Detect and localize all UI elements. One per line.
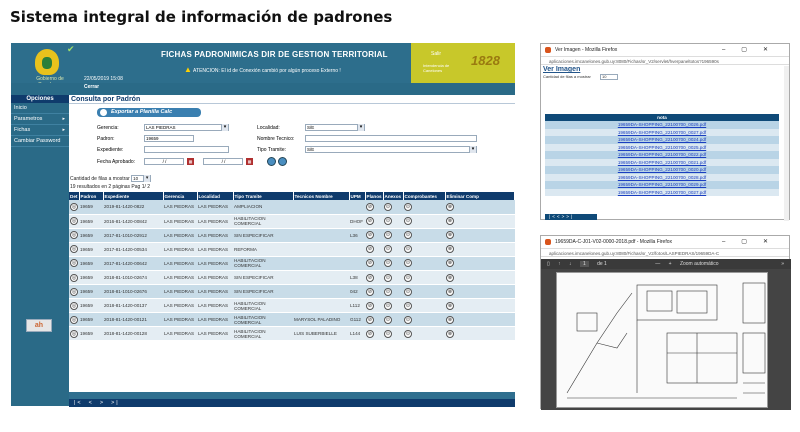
warning-text: ATENCION: El id de Conexión cambió por algún proceso Externo ! (193, 68, 341, 74)
header-title: FICHAS PADRONIMICAS DIR DE GESTION TERRITORIAL (161, 50, 388, 59)
detail-icon[interactable]: ◎ (69, 313, 79, 327)
session-date: 22/05/2019 15:08 (84, 76, 123, 82)
table-cell: MARYSOL PALADINO (293, 313, 349, 327)
cerrar-bar (11, 83, 515, 95)
up-arrow-icon[interactable]: ↑ (558, 261, 561, 267)
planos-icon[interactable]: ⊘ (365, 313, 383, 327)
intendencia-text: Intendencia de Canelones (423, 63, 450, 73)
sidebar-item-label: Fichas (14, 127, 31, 133)
content-panel (69, 95, 515, 406)
sidebar-item-label: Inicio (14, 105, 27, 111)
page-title: Sistema integral de información de padrones (10, 8, 393, 26)
table-row (69, 270, 515, 284)
zoom-in-icon[interactable]: + (668, 261, 672, 267)
col-header: Tecnicos Nombre (293, 192, 349, 200)
comprobantes-icon[interactable]: ⊙ (403, 299, 445, 313)
table-cell: 19659 (79, 327, 103, 341)
sidebar-header: Opciones (11, 95, 69, 103)
fecha-hasta-input[interactable]: / / (203, 158, 243, 165)
app-header (11, 43, 515, 95)
detail-icon[interactable]: ◎ (69, 285, 79, 299)
comprobantes-icon[interactable]: ⊙ (403, 313, 445, 327)
window-controls[interactable]: –▢✕ (721, 47, 784, 53)
file-link[interactable]: 19659DA-SHOPPING_22100700_0021.pdf (545, 159, 779, 167)
logo-text: Gobierno de (36, 76, 64, 82)
table-cell: 19659 (79, 228, 103, 242)
table-cell (349, 242, 365, 256)
results-summary: 19 resultados en 2 páginas Pag 1/ 2 (70, 184, 151, 190)
planos-icon[interactable]: ⊘ (365, 200, 383, 214)
pdf-page-drawing (556, 272, 768, 408)
eliminar-icon[interactable]: ⊗ (445, 228, 515, 242)
rows-label: Cantidad de filas a mostrar (70, 176, 130, 182)
window-titlebar (541, 44, 789, 56)
table-cell: HABILITACION COMERCIAL (233, 256, 293, 270)
col-header: Padron (79, 192, 103, 200)
eliminar-icon[interactable]: ⊗ (445, 214, 515, 228)
sidebar-toggle-icon[interactable]: ▯ (547, 261, 550, 267)
col-header: nota (545, 114, 779, 121)
calendar-icon[interactable]: ▦ (247, 159, 252, 164)
pager-first[interactable]: |< (549, 214, 557, 219)
firefox-icon (545, 239, 551, 245)
expediente-input[interactable] (144, 146, 229, 153)
file-link[interactable]: 19659DA-SHOPPING_22100700_0027.pdf (545, 129, 779, 137)
ver-imagen-heading: Ver Imagen (543, 66, 581, 73)
table-row (545, 136, 779, 144)
table-cell: HABILITACION COMERCIAL (233, 299, 293, 313)
sidebar-item-fichas[interactable] (11, 125, 69, 136)
detail-icon[interactable]: ◎ (69, 299, 79, 313)
table-cell: LAS PIEDRAS (163, 256, 197, 270)
pager-next[interactable]: > (561, 214, 567, 219)
anexos-icon[interactable]: ⊙ (383, 200, 403, 214)
eliminar-icon[interactable]: ⊗ (445, 327, 515, 341)
main-app-window (11, 43, 515, 406)
table-row (69, 214, 515, 228)
sidebar-item-label: Cambiar Password (14, 138, 61, 144)
anexos-icon[interactable]: ⊙ (383, 313, 403, 327)
calendar-icon[interactable]: ▦ (188, 159, 193, 164)
planos-icon[interactable]: ⊘ (365, 270, 383, 284)
table-cell (293, 270, 349, 284)
anexos-icon[interactable]: ⊙ (383, 242, 403, 256)
planos-icon[interactable]: ⊘ (365, 256, 383, 270)
table-cell: L38 (349, 270, 365, 284)
table-cell: 19659 (79, 299, 103, 313)
window-title: 19659DA-C-J01-V02-0000-2018.pdf - Mozilla Firefox (555, 239, 673, 245)
page-count: de 1 (597, 261, 607, 267)
file-link[interactable]: 19659DA-SHOPPING_22100700_0024.pdf (545, 136, 779, 144)
url-bar[interactable]: aplicaciones.imcanelones.gub.uy:8080/Fichas/sr_V2/fotos/LASPIEDRAS/19659DA-C (541, 248, 789, 257)
file-link[interactable]: 19659DA-SHOPPING_22100700_0020.pdf (545, 166, 779, 174)
firefox-icon (545, 47, 551, 53)
col-header: Eliminar Comp (445, 192, 515, 200)
table-cell: LAS PIEDRAS (197, 242, 233, 256)
table-row (545, 166, 779, 174)
table-row (69, 313, 515, 327)
table-cell: 2018-81-1420-00137 (103, 299, 163, 313)
planos-icon[interactable]: ⊘ (365, 285, 383, 299)
table-cell: LAS PIEDRAS (197, 200, 233, 214)
comprobantes-icon[interactable]: ⊙ (403, 214, 445, 228)
popup-rows-control (541, 73, 789, 82)
table-row (69, 299, 515, 313)
table-cell: HABILITACION COMERCIAL (233, 327, 293, 341)
col-header: Det (70, 193, 78, 199)
canelones-logo-icon (35, 49, 59, 75)
table-cell: L144 (349, 327, 365, 341)
planos-icon[interactable]: ⊘ (365, 242, 383, 256)
pager-last[interactable]: >| (566, 214, 575, 219)
col-header: Expediente (103, 192, 163, 200)
col-header: UPM (349, 192, 365, 200)
table-cell: 2017-81-1420-00534 (103, 242, 163, 256)
sidebar-item-label: Parametros (14, 116, 43, 122)
table-cell: 2017-81-1420-00642 (103, 256, 163, 270)
window-controls[interactable]: –▢✕ (721, 239, 784, 245)
table-cell: DHOF (349, 214, 365, 228)
table-cell: LAS PIEDRAS (163, 327, 197, 341)
table-cell: SIN ESPECIFICAR (233, 228, 293, 242)
table-cell (293, 214, 349, 228)
file-link[interactable]: 19659DA-SHOPPING_22100700_0027.pdf (545, 189, 779, 197)
table-cell: 19659 (79, 285, 103, 299)
table-cell: LAS PIEDRAS (197, 285, 233, 299)
detail-icon[interactable]: ◎ (69, 200, 79, 214)
col-header: Tipo Tramite (233, 192, 293, 200)
zoom-out-icon[interactable]: — (655, 261, 661, 267)
planos-icon[interactable]: ⊘ (365, 327, 383, 341)
eliminar-icon[interactable]: ⊗ (445, 200, 515, 214)
table-cell: 19659 (79, 270, 103, 284)
comprobantes-icon[interactable]: ⊙ (403, 200, 445, 214)
popup-pager (545, 214, 597, 220)
table-cell: L36 (349, 228, 365, 242)
expediente-label: Expediente: (97, 147, 124, 153)
pager-first[interactable]: |< (74, 400, 83, 406)
table-cell: 2019-81-1420-0822 (103, 200, 163, 214)
nombre-tecnico-label: Nombre Tecnico: (257, 136, 295, 142)
fecha-aprobado-label: Fecha Aprobado: (97, 159, 136, 165)
pager-prev[interactable]: < (88, 400, 94, 406)
table-cell: G112 (349, 313, 365, 327)
eliminar-icon[interactable]: ⊗ (445, 299, 515, 313)
more-tools-icon[interactable]: » (781, 261, 784, 267)
rows-label: Cantidad de filas a mostrar (543, 74, 591, 79)
table-cell: 2018-81-1420-00128 (103, 327, 163, 341)
comprobantes-icon[interactable]: ⊙ (403, 285, 445, 299)
table-cell: LAS PIEDRAS (163, 299, 197, 313)
table-row (69, 327, 515, 341)
salir-link[interactable]: Salir (431, 51, 442, 57)
table-cell (293, 285, 349, 299)
table-cell (293, 256, 349, 270)
table-row (545, 121, 779, 129)
comprobantes-icon[interactable]: ⊙ (403, 327, 445, 341)
sidebar-item-cambiar-password[interactable] (11, 136, 69, 147)
table-cell: LAS PIEDRAS (163, 242, 197, 256)
table-cell: 2016-81-1420-00842 (103, 214, 163, 228)
pdf-toolbar (541, 259, 791, 269)
table-cell: LAS PIEDRAS (197, 327, 233, 341)
anexos-icon[interactable]: ⊙ (383, 256, 403, 270)
gerencia-label: Gerencia: (97, 125, 119, 131)
table-cell: 19659 (79, 256, 103, 270)
table-cell: HABILITACION COMERCIAL (233, 214, 293, 228)
table-cell: LUIS SUBERBIELLE (293, 327, 349, 341)
table-cell: LAS PIEDRAS (163, 285, 197, 299)
table-cell (349, 256, 365, 270)
sidebar-logo[interactable]: ah (26, 319, 52, 332)
table-cell: L112 (349, 299, 365, 313)
rows-value: 10 (602, 74, 607, 79)
logo-1828: 1828 (471, 53, 500, 68)
comprobantes-icon[interactable]: ⊙ (403, 256, 445, 270)
eliminar-icon[interactable]: ⊗ (445, 256, 515, 270)
file-link[interactable]: 19659DA-SHOPPING_22100700_0029.pdf (545, 181, 779, 189)
rows-select[interactable]: 10 ▾ (131, 175, 151, 182)
warning-icon: ▲ (184, 65, 192, 74)
col-header: Localidad (197, 192, 233, 200)
table-cell (293, 228, 349, 242)
zoom-select[interactable]: Zoom automático (679, 261, 719, 267)
pdf-canvas-area (541, 269, 791, 410)
table-row (545, 189, 779, 197)
table-cell (293, 299, 349, 313)
localidad-label: Localidad: (257, 125, 280, 131)
table-cell: 2017-81-1010-02912 (103, 228, 163, 242)
table-cell (293, 200, 349, 214)
table-row (545, 144, 779, 152)
table-row (69, 228, 515, 242)
nombre-tecnico-input[interactable] (305, 135, 477, 142)
window-title: Ver Imagen - Mozilla Firefox (555, 47, 618, 53)
tipo-tramite-label: Tipo Tramite: (257, 147, 286, 153)
comprobantes-icon[interactable]: ⊙ (403, 228, 445, 242)
detail-icon[interactable]: ◎ (69, 214, 79, 228)
rows-per-page (70, 175, 151, 182)
detail-icon[interactable]: ◎ (69, 228, 79, 242)
eliminar-icon[interactable]: ⊗ (445, 285, 515, 299)
table-row (69, 242, 515, 256)
architectural-plan-drawing (557, 273, 769, 409)
detail-icon[interactable]: ◎ (69, 270, 79, 284)
table-cell: 2018-81-1420-00121 (103, 313, 163, 327)
table-cell: SIN ESPECIFICAR (233, 270, 293, 284)
table-cell: LAS PIEDRAS (197, 270, 233, 284)
detail-icon[interactable]: ◎ (69, 256, 79, 270)
table-row (69, 200, 515, 214)
arrow-right-icon: ▸ (62, 127, 65, 133)
padron-label: Padron: (97, 136, 115, 142)
pdf-viewer-window (540, 235, 790, 409)
table-cell: 19659 (79, 313, 103, 327)
table-cell: LAS PIEDRAS (163, 214, 197, 228)
col-header: Planos (366, 193, 382, 199)
file-link[interactable]: 19659DA-SHOPPING_22100700_0022.pdf (545, 151, 779, 159)
url-bar[interactable]: aplicaciones.imcanelones.gub.uy:8080/Fichas/sr_V2/servlet/hverpaneltotos?196590s (541, 56, 789, 65)
content-title: Consulta por Padrón (69, 95, 515, 104)
eliminar-icon[interactable]: ⊗ (445, 242, 515, 256)
planos-icon[interactable]: ⊘ (365, 214, 383, 228)
table-row (545, 174, 779, 182)
table-cell: LAS PIEDRAS (163, 200, 197, 214)
localidad-select[interactable]: S/E ▾ (305, 124, 365, 131)
search-button-icon[interactable] (267, 157, 276, 166)
file-link[interactable]: 19659DA-SHOPPING_22100700_0025.pdf (545, 144, 779, 152)
table-cell: LAS PIEDRAS (197, 256, 233, 270)
anexos-icon[interactable]: ⊙ (383, 285, 403, 299)
planos-icon[interactable]: ⊘ (365, 299, 383, 313)
ver-imagen-window (540, 43, 790, 220)
table-cell: LAS PIEDRAS (197, 299, 233, 313)
anexos-icon[interactable]: ⊙ (383, 299, 403, 313)
table-cell: 042 (349, 285, 365, 299)
results-table (69, 192, 515, 341)
check-icon: ✔ (67, 44, 75, 54)
table-pager (69, 399, 515, 407)
page-input[interactable]: 1 (580, 261, 589, 267)
table-cell: AMPLIACION (233, 200, 293, 214)
tipo-tramite-select[interactable]: S/E ▾ (305, 146, 477, 153)
table-cell (349, 200, 365, 214)
sidebar-item-inicio[interactable] (11, 103, 69, 114)
table-cell: 19659 (79, 242, 103, 256)
pager-prev[interactable]: < (556, 214, 562, 219)
table-cell: LAS PIEDRAS (163, 313, 197, 327)
table-cell: 19659 (79, 200, 103, 214)
planos-icon[interactable]: ⊘ (365, 228, 383, 242)
comprobantes-icon[interactable]: ⊙ (403, 242, 445, 256)
pager-last[interactable]: >| (111, 400, 120, 406)
table-cell: HABILITACION COMERCIAL (233, 313, 293, 327)
eliminar-icon[interactable]: ⊗ (445, 270, 515, 284)
file-link[interactable]: 19659DA-SHOPPING_22100700_0028.pdf (545, 174, 779, 182)
table-cell: LAS PIEDRAS (197, 214, 233, 228)
table-cell: 2018-81-1010-02674 (103, 270, 163, 284)
anexos-icon[interactable]: ⊙ (383, 327, 403, 341)
anexos-icon[interactable]: ⊙ (383, 270, 403, 284)
table-cell (293, 242, 349, 256)
table-row (545, 159, 779, 167)
gerencia-select[interactable]: LAS PIEDRAS ▾ (144, 124, 229, 131)
table-cell: LAS PIEDRAS (163, 228, 197, 242)
detail-icon[interactable]: ◎ (69, 327, 79, 341)
table-row (545, 151, 779, 159)
col-header: Gerencia (163, 192, 197, 200)
eliminar-icon[interactable]: ⊗ (445, 313, 515, 327)
table-row (69, 256, 515, 270)
table-cell: LAS PIEDRAS (163, 270, 197, 284)
down-arrow-icon[interactable]: ↓ (569, 261, 572, 267)
table-row (545, 129, 779, 137)
file-link[interactable]: 19659DA-SHOPPING_22100700_0026.pdf (545, 121, 779, 129)
table-cell: 2018-81-1010-02676 (103, 285, 163, 299)
files-table (545, 114, 779, 196)
window-titlebar (541, 236, 789, 248)
pager-next[interactable]: > (99, 400, 106, 406)
clear-button-icon[interactable] (278, 157, 287, 166)
table-header-row (69, 192, 515, 200)
fecha-desde-input[interactable]: / / (144, 158, 184, 165)
sidebar-item-parametros[interactable] (11, 114, 69, 125)
sidebar (11, 95, 69, 406)
anexos-icon[interactable]: ⊙ (383, 228, 403, 242)
anexos-icon[interactable]: ⊙ (383, 214, 403, 228)
export-calc-button[interactable]: Exportar a Planilla Calc (97, 108, 201, 117)
detail-icon[interactable]: ◎ (69, 242, 79, 256)
table-row (545, 181, 779, 189)
arrow-right-icon: ▸ (62, 116, 65, 122)
cerrar-link[interactable]: Cerrar (84, 84, 100, 90)
table-cell: SIN ESPECIFICAR (233, 285, 293, 299)
padron-input[interactable]: 19659 (144, 135, 194, 142)
table-cell: 19659 (79, 214, 103, 228)
table-cell: REFORMA (233, 242, 293, 256)
col-header: Anexos (384, 193, 402, 199)
table-cell: LAS PIEDRAS (197, 228, 233, 242)
scrollbar[interactable] (784, 66, 789, 221)
col-header: Comprobantes (403, 192, 445, 200)
table-row (69, 285, 515, 299)
warning-message (184, 65, 341, 74)
table-cell: LAS PIEDRAS (197, 313, 233, 327)
comprobantes-icon[interactable]: ⊙ (403, 270, 445, 284)
